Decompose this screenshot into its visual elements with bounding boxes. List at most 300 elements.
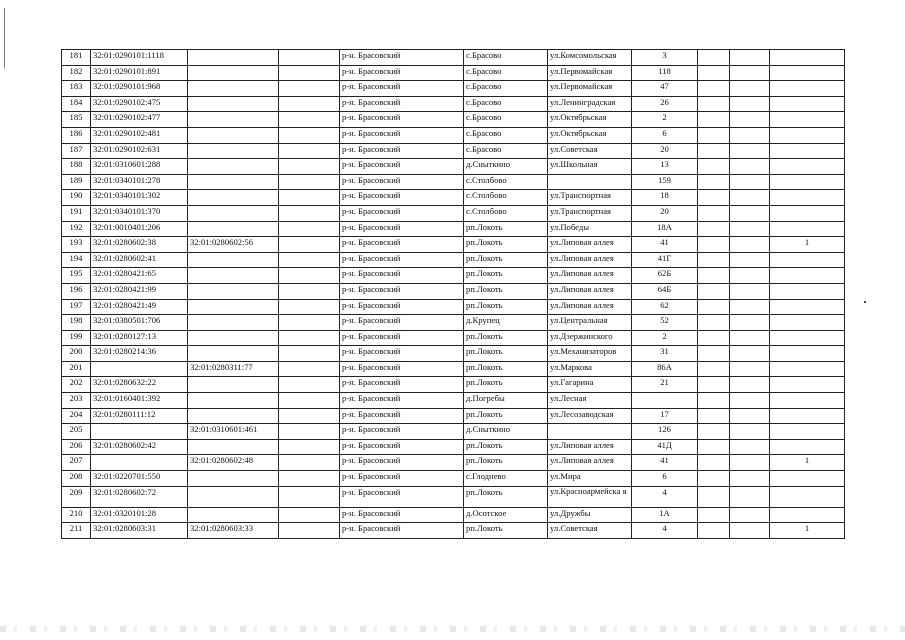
cadastral-number: 32:01:0280632:22 [91, 377, 188, 393]
flag-value [770, 346, 845, 362]
district: р-н. Брасовский [340, 81, 464, 97]
empty-cell [730, 81, 770, 97]
table-row [62, 96, 845, 112]
street: ул.Победы [548, 221, 632, 237]
house-number: 64Б [632, 283, 698, 299]
locality: с.Столбово [464, 190, 548, 206]
extra-cell [279, 439, 340, 455]
district: р-н. Брасовский [340, 299, 464, 315]
locality: рп.Локоть [464, 221, 548, 237]
street: ул.Дзержинского [548, 330, 632, 346]
cadastral-number-2: 32:01:0280311:77 [188, 361, 279, 377]
extra-cell [279, 346, 340, 362]
street: ул.Лесозаводская [548, 408, 632, 424]
empty-cell [730, 112, 770, 128]
empty-cell [698, 299, 730, 315]
house-number: 21 [632, 377, 698, 393]
cadastral-number-2 [188, 96, 279, 112]
cadastral-number-2 [188, 65, 279, 81]
cadastral-number-2 [188, 190, 279, 206]
district: р-н. Брасовский [340, 424, 464, 440]
empty-cell [698, 237, 730, 253]
row-number: 194 [62, 252, 91, 268]
locality: с.Глодневo [464, 471, 548, 487]
cadastral-number: 32:01:0280127:13 [91, 330, 188, 346]
cadastral-number: 32:01:0010401:206 [91, 221, 188, 237]
empty-cell [698, 408, 730, 424]
empty-cell [698, 439, 730, 455]
street: ул.Липовая аллея [548, 283, 632, 299]
locality: рп.Локоть [464, 252, 548, 268]
empty-cell [730, 439, 770, 455]
cadastral-number: 32:01:0380501:706 [91, 315, 188, 331]
empty-cell [730, 65, 770, 81]
flag-value [770, 143, 845, 159]
empty-cell [698, 143, 730, 159]
empty-cell [730, 471, 770, 487]
empty-cell [730, 127, 770, 143]
flag-value [770, 190, 845, 206]
empty-cell [730, 174, 770, 190]
empty-cell [730, 523, 770, 539]
locality: рп.Локоть [464, 439, 548, 455]
empty-cell [730, 237, 770, 253]
locality: д.Осотское [464, 507, 548, 523]
empty-cell [730, 190, 770, 206]
house-number: 4 [632, 486, 698, 507]
extra-cell [279, 507, 340, 523]
flag-value: 1 [770, 237, 845, 253]
locality: рп.Локоть [464, 486, 548, 507]
row-number: 196 [62, 283, 91, 299]
locality: с.Брасово [464, 81, 548, 97]
flag-value [770, 50, 845, 66]
street: ул.Транспортная [548, 190, 632, 206]
flag-value [770, 174, 845, 190]
street: ул.Ленинградская [548, 96, 632, 112]
locality: рп.Локоть [464, 346, 548, 362]
row-number: 209 [62, 486, 91, 507]
registry-body [62, 50, 845, 539]
house-number: 31 [632, 346, 698, 362]
empty-cell [698, 361, 730, 377]
street: ул.Советская [548, 143, 632, 159]
row-number: 205 [62, 424, 91, 440]
flag-value [770, 299, 845, 315]
table-row [62, 299, 845, 315]
empty-cell [730, 50, 770, 66]
table-row [62, 174, 845, 190]
empty-cell [730, 424, 770, 440]
cadastral-number: 32:01:0290102:477 [91, 112, 188, 128]
cadastral-number: 32:01:0290102:631 [91, 143, 188, 159]
extra-cell [279, 190, 340, 206]
empty-cell [698, 159, 730, 175]
empty-cell [698, 330, 730, 346]
empty-cell [698, 190, 730, 206]
table-row [62, 205, 845, 221]
extra-cell [279, 237, 340, 253]
empty-cell [730, 96, 770, 112]
cadastral-number-2: 32:01:0280602:56 [188, 237, 279, 253]
extra-cell [279, 315, 340, 331]
house-number: 18А [632, 221, 698, 237]
house-number: 2 [632, 112, 698, 128]
cadastral-number-2 [188, 471, 279, 487]
extra-cell [279, 330, 340, 346]
cadastral-number-2 [188, 486, 279, 507]
table-row [62, 81, 845, 97]
district: р-н. Брасовский [340, 330, 464, 346]
table-row [62, 65, 845, 81]
flag-value [770, 315, 845, 331]
table-row [62, 190, 845, 206]
cadastral-number-2 [188, 393, 279, 409]
cadastral-number-2 [188, 252, 279, 268]
house-number: 2 [632, 330, 698, 346]
locality: д.Погребы [464, 393, 548, 409]
table-row [62, 237, 845, 253]
row-number: 203 [62, 393, 91, 409]
locality: рп.Локоть [464, 523, 548, 539]
cadastral-number-2 [188, 159, 279, 175]
street: ул.Красноармейска я [548, 486, 632, 507]
locality: с.Брасово [464, 112, 548, 128]
district: р-н. Брасовский [340, 237, 464, 253]
cadastral-number: 32:01:0290101:968 [91, 81, 188, 97]
locality: д.Сныткино [464, 159, 548, 175]
cadastral-number-2 [188, 112, 279, 128]
district: р-н. Брасовский [340, 486, 464, 507]
scan-speck [864, 301, 866, 303]
empty-cell [698, 424, 730, 440]
cadastral-number-2 [188, 81, 279, 97]
house-number: 6 [632, 471, 698, 487]
empty-cell [698, 205, 730, 221]
street: ул.Липовая аллея [548, 252, 632, 268]
table-row [62, 439, 845, 455]
street: ул.Октябрьская [548, 112, 632, 128]
street [548, 174, 632, 190]
empty-cell [698, 393, 730, 409]
row-number: 200 [62, 346, 91, 362]
empty-cell [730, 283, 770, 299]
extra-cell [279, 252, 340, 268]
locality: рп.Локоть [464, 408, 548, 424]
flag-value [770, 486, 845, 507]
cadastral-number: 32:01:0280602:41 [91, 252, 188, 268]
locality: с.Столбово [464, 205, 548, 221]
locality: с.Столбово [464, 174, 548, 190]
house-number: 3 [632, 50, 698, 66]
locality: рп.Локоть [464, 299, 548, 315]
district: р-н. Брасовский [340, 112, 464, 128]
locality: д.Сныткино [464, 424, 548, 440]
flag-value [770, 96, 845, 112]
cadastral-number: 32:01:0220701:550 [91, 471, 188, 487]
locality: с.Брасово [464, 65, 548, 81]
cadastral-number-2 [188, 127, 279, 143]
house-number: 118 [632, 65, 698, 81]
flag-value [770, 424, 845, 440]
extra-cell [279, 81, 340, 97]
flag-value: 1 [770, 455, 845, 471]
cadastral-number: 32:01:0340101:302 [91, 190, 188, 206]
table-row [62, 252, 845, 268]
row-number: 198 [62, 315, 91, 331]
extra-cell [279, 127, 340, 143]
empty-cell [730, 361, 770, 377]
cadastral-number: 32:01:0280421:65 [91, 268, 188, 284]
house-number: 126 [632, 424, 698, 440]
empty-cell [698, 127, 730, 143]
empty-cell [698, 96, 730, 112]
street: ул.Комсомольская [548, 50, 632, 66]
street: ул.Липовая аллея [548, 268, 632, 284]
extra-cell [279, 361, 340, 377]
empty-cell [730, 346, 770, 362]
row-number: 192 [62, 221, 91, 237]
district: р-н. Брасовский [340, 96, 464, 112]
empty-cell [698, 268, 730, 284]
row-number: 210 [62, 507, 91, 523]
empty-cell [730, 507, 770, 523]
district: р-н. Брасовский [340, 523, 464, 539]
district: р-н. Брасовский [340, 455, 464, 471]
street: ул.Мира [548, 471, 632, 487]
empty-cell [698, 455, 730, 471]
flag-value [770, 159, 845, 175]
flag-value [770, 330, 845, 346]
empty-cell [730, 377, 770, 393]
locality: рп.Локоть [464, 237, 548, 253]
cadastral-number: 32:01:0310601:288 [91, 159, 188, 175]
house-number: 62 [632, 299, 698, 315]
house-number: 6 [632, 127, 698, 143]
extra-cell [279, 50, 340, 66]
extra-cell [279, 65, 340, 81]
locality: с.Брасово [464, 96, 548, 112]
cadastral-number: 32:01:0280602:42 [91, 439, 188, 455]
cadastral-number-2 [188, 174, 279, 190]
row-number: 185 [62, 112, 91, 128]
house-number: 41Д [632, 439, 698, 455]
street: ул.Механизаторов [548, 346, 632, 362]
extra-cell [279, 112, 340, 128]
house-number [632, 393, 698, 409]
row-number: 199 [62, 330, 91, 346]
empty-cell [698, 486, 730, 507]
flag-value [770, 507, 845, 523]
house-number: 20 [632, 143, 698, 159]
house-number: 52 [632, 315, 698, 331]
cadastral-number: 32:01:0290102:475 [91, 96, 188, 112]
district: р-н. Брасовский [340, 127, 464, 143]
street: ул.Липовая аллея [548, 439, 632, 455]
extra-cell [279, 377, 340, 393]
cadastral-number-2 [188, 377, 279, 393]
house-number: 26 [632, 96, 698, 112]
district: р-н. Брасовский [340, 361, 464, 377]
district: р-н. Брасовский [340, 315, 464, 331]
extra-cell [279, 486, 340, 507]
cadastral-number [91, 424, 188, 440]
street: ул.Гагарина [548, 377, 632, 393]
street: ул.Транспортная [548, 205, 632, 221]
cadastral-number-2 [188, 205, 279, 221]
table-row [62, 507, 845, 523]
row-number: 182 [62, 65, 91, 81]
table-row [62, 268, 845, 284]
row-number: 188 [62, 159, 91, 175]
cadastral-number-2 [188, 283, 279, 299]
flag-value [770, 65, 845, 81]
district: р-н. Брасовский [340, 190, 464, 206]
cadastral-number: 32:01:0340101:370 [91, 205, 188, 221]
empty-cell [730, 455, 770, 471]
row-number: 189 [62, 174, 91, 190]
district: р-н. Брасовский [340, 471, 464, 487]
locality: рп.Локоть [464, 361, 548, 377]
row-number: 204 [62, 408, 91, 424]
empty-cell [730, 299, 770, 315]
empty-cell [730, 268, 770, 284]
district: р-н. Брасовский [340, 439, 464, 455]
flag-value [770, 127, 845, 143]
table-row [62, 424, 845, 440]
cadastral-number [91, 455, 188, 471]
registry-table [61, 49, 845, 539]
district: р-н. Брасовский [340, 283, 464, 299]
district: р-н. Брасовский [340, 252, 464, 268]
empty-cell [698, 50, 730, 66]
cadastral-number-2 [188, 315, 279, 331]
empty-cell [730, 143, 770, 159]
flag-value [770, 439, 845, 455]
empty-cell [730, 159, 770, 175]
district: р-н. Брасовский [340, 507, 464, 523]
cadastral-number: 32:01:0290101:1118 [91, 50, 188, 66]
extra-cell [279, 408, 340, 424]
district: р-н. Брасовский [340, 268, 464, 284]
row-number: 183 [62, 81, 91, 97]
extra-cell [279, 143, 340, 159]
row-number: 184 [62, 96, 91, 112]
locality: д.Крупец [464, 315, 548, 331]
cadastral-number-2 [188, 507, 279, 523]
empty-cell [698, 174, 730, 190]
scan-edge [4, 8, 5, 68]
extra-cell [279, 174, 340, 190]
street: ул.Советская [548, 523, 632, 539]
flag-value [770, 81, 845, 97]
street: ул.Липовая аллея [548, 237, 632, 253]
row-number: 206 [62, 439, 91, 455]
extra-cell [279, 205, 340, 221]
cadastral-number [91, 361, 188, 377]
house-number: 18 [632, 190, 698, 206]
district: р-н. Брасовский [340, 377, 464, 393]
cadastral-number: 32:01:0160401:392 [91, 393, 188, 409]
flag-value [770, 112, 845, 128]
scan-noise [0, 626, 905, 632]
flag-value [770, 283, 845, 299]
row-number: 202 [62, 377, 91, 393]
house-number: 13 [632, 159, 698, 175]
flag-value [770, 361, 845, 377]
table-row [62, 393, 845, 409]
flag-value: 1 [770, 523, 845, 539]
street: ул.Липовая аллея [548, 299, 632, 315]
table-row [62, 486, 845, 507]
row-number: 201 [62, 361, 91, 377]
cadastral-number: 32:01:0280602:72 [91, 486, 188, 507]
empty-cell [730, 408, 770, 424]
row-number: 208 [62, 471, 91, 487]
extra-cell [279, 299, 340, 315]
district: р-н. Брасовский [340, 50, 464, 66]
cadastral-number-2 [188, 268, 279, 284]
flag-value [770, 221, 845, 237]
cadastral-number-2: 32:01:0310601:461 [188, 424, 279, 440]
locality: рп.Локоть [464, 268, 548, 284]
street: ул.Октябрьская [548, 127, 632, 143]
district: р-н. Брасовский [340, 205, 464, 221]
empty-cell [730, 486, 770, 507]
extra-cell [279, 424, 340, 440]
cadastral-number: 32:01:0280421:99 [91, 283, 188, 299]
district: р-н. Брасовский [340, 393, 464, 409]
empty-cell [698, 112, 730, 128]
empty-cell [698, 471, 730, 487]
street: ул.Дружбы [548, 507, 632, 523]
cadastral-number-2 [188, 408, 279, 424]
table-row [62, 330, 845, 346]
cadastral-number-2 [188, 346, 279, 362]
cadastral-number: 32:01:0290101:891 [91, 65, 188, 81]
street: ул.Липовая аллея [548, 455, 632, 471]
street [548, 424, 632, 440]
table-row [62, 346, 845, 362]
cadastral-number: 32:01:0320101:28 [91, 507, 188, 523]
flag-value [770, 393, 845, 409]
cadastral-number-2 [188, 221, 279, 237]
locality: с.Брасово [464, 127, 548, 143]
table-row [62, 471, 845, 487]
empty-cell [698, 283, 730, 299]
house-number: 41Г [632, 252, 698, 268]
flag-value [770, 268, 845, 284]
cadastral-number: 32:01:0280602:38 [91, 237, 188, 253]
row-number: 187 [62, 143, 91, 159]
house-number: 159 [632, 174, 698, 190]
district: р-н. Брасовский [340, 346, 464, 362]
extra-cell [279, 268, 340, 284]
cadastral-number-2 [188, 299, 279, 315]
table-row [62, 112, 845, 128]
street: ул.Школьная [548, 159, 632, 175]
row-number: 190 [62, 190, 91, 206]
table-row [62, 159, 845, 175]
flag-value [770, 252, 845, 268]
extra-cell [279, 393, 340, 409]
street: ул.Маркова [548, 361, 632, 377]
table-row [62, 50, 845, 66]
locality: с.Брасово [464, 143, 548, 159]
empty-cell [698, 523, 730, 539]
table-row [62, 315, 845, 331]
cadastral-number: 32:01:0280603:31 [91, 523, 188, 539]
